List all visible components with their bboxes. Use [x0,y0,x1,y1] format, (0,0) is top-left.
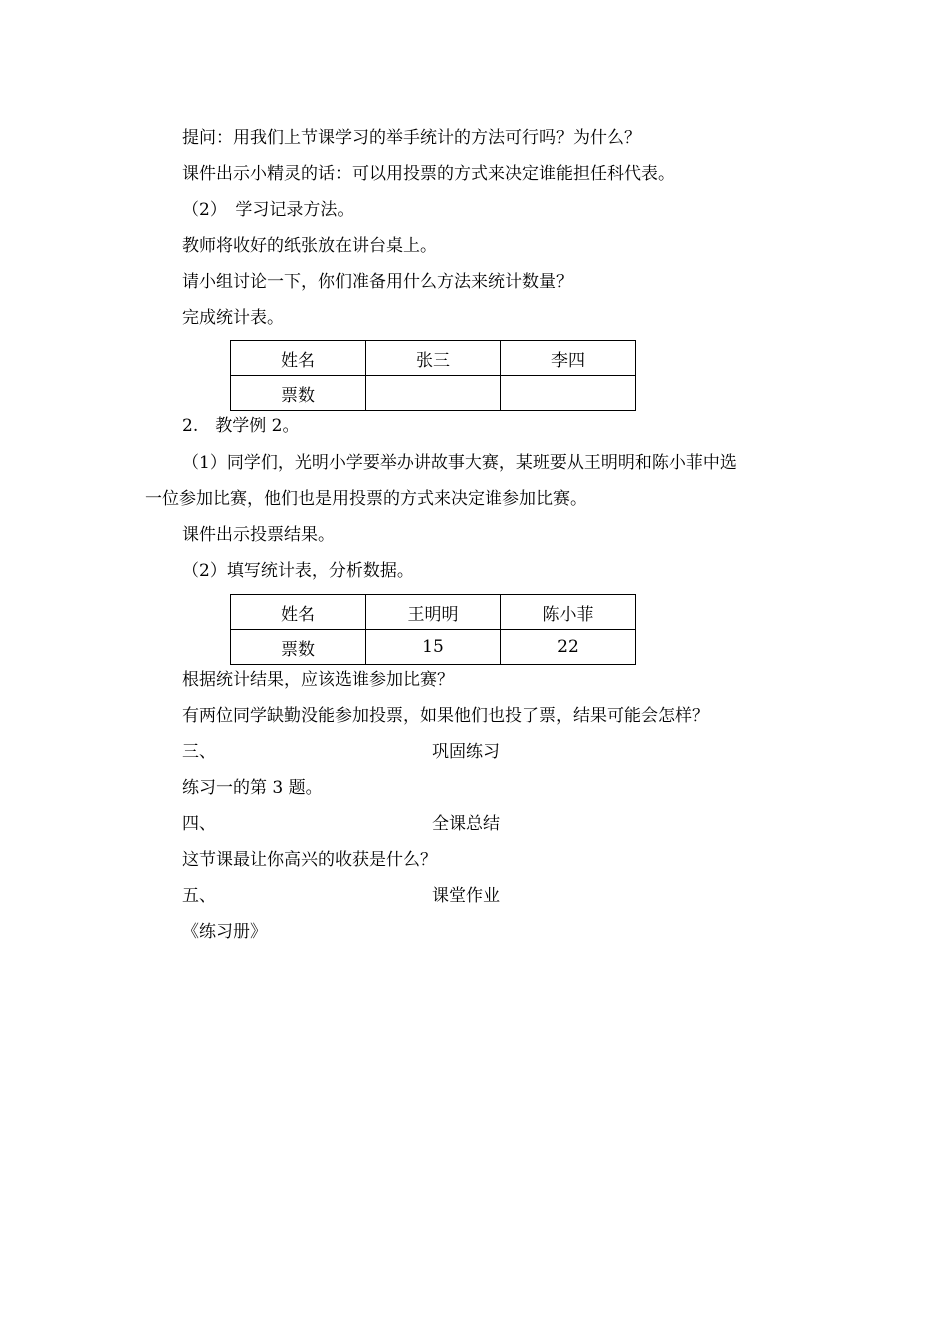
paragraph: 一位参加比赛，他们也是用投票的方式来决定谁参加比赛。 [145,489,587,509]
paragraph: 提问：用我们上节课学习的举手统计的方法可行吗？为什么？ [182,128,641,148]
section-number: 五、 [182,886,216,906]
section-title: 巩固练习 [432,742,500,762]
table-cell: 张三 [366,341,501,376]
paragraph: 练习一的第 3 题。 [182,778,323,798]
table-cell: 陈小菲 [501,595,636,630]
table-cell [501,376,636,411]
section-title: 课堂作业 [432,886,500,906]
table-row [231,595,636,630]
paragraph: （1）同学们，光明小学要举办讲故事大赛，某班要从王明明和陈小菲中选 [182,453,737,473]
section-number: 四、 [182,814,216,834]
paragraph: 有两位同学缺勤没能参加投票，如果他们也投了票，结果可能会怎样？ [182,706,709,726]
table-cell: 王明明 [366,595,501,630]
paragraph: 完成统计表。 [182,308,284,328]
table-cell: 15 [366,630,501,665]
table-cell: 姓名 [231,595,366,630]
table-cell: 李四 [501,341,636,376]
section-title: 全课总结 [432,814,500,834]
paragraph: 这节课最让你高兴的收获是什么？ [182,850,437,870]
paragraph: 请小组讨论一下，你们准备用什么方法来统计数量？ [182,272,573,292]
table-cell: 票数 [231,630,366,665]
paragraph: 2. 教学例 2。 [182,416,300,436]
paragraph: 课件出示投票结果。 [182,525,335,545]
paragraph: 课件出示小精灵的话：可以用投票的方式来决定谁能担任科代表。 [182,164,675,184]
paragraph: （2）填写统计表，分析数据。 [182,561,414,581]
table-row [231,630,636,665]
vote-table-2 [230,594,636,665]
paragraph: （2） 学习记录方法。 [182,200,355,220]
table-cell: 22 [501,630,636,665]
section-number: 三、 [182,742,216,762]
paragraph: 《练习册》 [182,922,267,942]
table-row [231,341,636,376]
paragraph: 根据统计结果，应该选谁参加比赛？ [182,670,454,690]
table-row [231,376,636,411]
table-cell: 姓名 [231,341,366,376]
table-cell: 票数 [231,376,366,411]
vote-table-1 [230,340,636,411]
table-cell [366,376,501,411]
paragraph: 教师将收好的纸张放在讲台桌上。 [182,236,437,256]
